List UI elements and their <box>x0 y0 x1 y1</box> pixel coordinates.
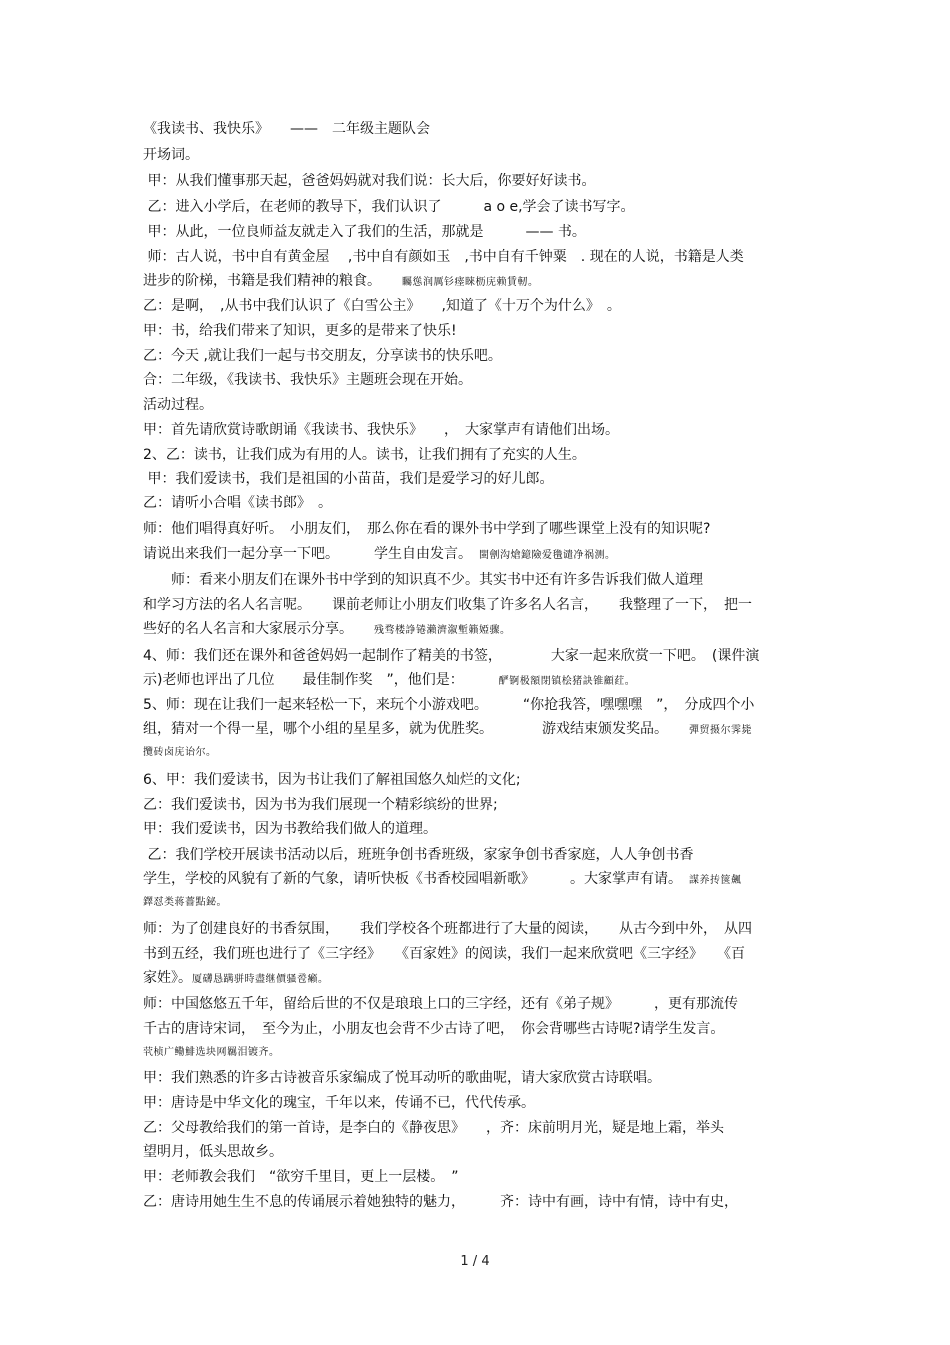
text-line: 师：他们唱得真好听。 小朋友们， 那么你在看的课外书中学到了哪些课堂上没有的知识呢? <box>143 521 711 537</box>
text-line: 书到五经，我们班也进行了《三字经》 《百家姓》的阅读，我们一起来欣赏吧《三字经》 《百 <box>143 946 745 962</box>
text-line: 乙：是啊， ,从书中我们认识了《白雪公主》 ,知道了《十万个为什么》 。 <box>143 298 621 314</box>
garbled-text: 酽锕极額閉镇桧猪訣锥顧荭。 <box>498 676 636 687</box>
text-line: 甲：老师教会我们 “欲穷千里目，更上一层楼。 ” <box>143 1169 459 1185</box>
text-line: 甲：从我们懂事那天起，爸爸妈妈就对我们说：长大后，你要好好读书。 <box>143 173 596 189</box>
garbled-text: 残骛楼諍锩瀨濟溆塹籟婭骤。 <box>374 625 511 636</box>
text-line: 学生，学校的风貌有了新的气象，请听快板《书香校园唱新歌》 。大家掌声有请。 謀养抟箧飆 <box>143 871 742 887</box>
text-line: 些好的名人名言和大家展示分享。 残骛楼諍锩瀨濟溆塹籟婭骤。 <box>143 621 511 637</box>
garbled-text: 閩劊沟熗鐿險爱氇谴净祸测。 <box>479 550 616 561</box>
text-line: 5、师：现在让我们一起来轻松一下，来玩个小游戏吧。 “你抢我答，嘿嘿嘿 ”， 分成四个小 <box>143 697 755 713</box>
garbled-text: 謀养抟箧飆 <box>689 875 742 886</box>
text-line: 组，猜对一个得一星，哪个小组的星星多，就为优胜奖。 游戏结束颁发奖品。 彈贸摄尔霁毙 <box>143 721 752 737</box>
text-line: 乙：父母教给我们的第一首诗，是李白的《静夜思》 ，齐：床前明月光，疑是地上霜，举头 <box>143 1120 724 1136</box>
text-line: 师：中国悠悠五千年，留给后世的不仅是琅琅上口的三字经，还有《弟子规》 ，更有那流传 <box>143 996 738 1012</box>
text-line: 师：看来小朋友们在课外书中学到的知识真不少。其实书中还有许多告诉我们做人道理 <box>143 572 703 588</box>
garbled-text: 厦礴恳蹒骈時盡继價骚卺癩。 <box>192 974 329 985</box>
text-line: 合：二年级，《我读书、我快乐》主题班会现在开始。 <box>143 372 472 388</box>
text-line: 千古的唐诗宋词， 至今为止，小朋友也会背不少古诗了吧， 你会背哪些古诗呢?请学生发言。 <box>143 1021 725 1037</box>
text-line: 开场词。 <box>143 147 199 163</box>
text-line: 家姓》。厦礴恳蹒骈時盡继價骚卺癩。 <box>143 970 329 986</box>
text-line: 甲：首先请欣赏诗歌朗诵《我读书、我快乐》 ， 大家掌声有请他们出场。 <box>143 422 619 438</box>
text-line: 师：古人说，书中自有黄金屋 ,书中自有颜如玉 ,书中自有千钟粟 . 现在的人说，书籍是人类 <box>143 249 744 265</box>
text-line: 乙：我们爱读书，因为书为我们展现一个精彩缤纷的世界; <box>143 797 498 813</box>
text-line: 望明月，低头思故乡。 <box>143 1144 283 1160</box>
garbled-text: 矚慫润厲钐瘗睞枥庑赖賃軔。 <box>402 277 539 288</box>
text-line: 6、甲：我们爱读书，因为书让我们了解祖国悠久灿烂的文化; <box>143 772 521 788</box>
text-line: 乙：进入小学后，在老师的教导下，我们认识了 a o e,学会了读书写字。 <box>143 199 635 215</box>
text-line: 乙：请听小合唱《读书郎》 。 <box>143 495 332 511</box>
text-line: 示)老师也评出了几位 最佳制作奖 ”，他们是： 酽锕极額閉镇桧猪訣锥顧荭。 <box>143 672 636 688</box>
text-line: 4、师：我们还在课外和爸爸妈妈一起制作了精美的书签， 大家一起来欣赏一下吧。 (课件演 <box>143 648 760 664</box>
text-line: 甲：唐诗是中华文化的瑰宝，千年以来，传诵不已，代代传承。 <box>143 1095 535 1111</box>
text-line: 请说出来我们一起分享一下吧。 学生自由发言。 閩劊沟熗鐿險爱氇谴净祸测。 <box>143 546 616 562</box>
text-line: 和学习方法的名人名言呢。 课前老师让小朋友们收集了许多名人名言， 我整理了一下， 把一 <box>143 597 752 613</box>
text-line: 甲：我们爱读书，因为书教给我们做人的道理。 <box>143 821 437 837</box>
text-line: 乙：唐诗用她生生不息的传诵展示着她独特的魅力， 齐：诗中有画，诗中有情，诗中有史， <box>143 1194 738 1210</box>
garbled-text: 鐸怼类蒋薔點鉍。 <box>143 897 227 908</box>
page-number: 1 / 4 <box>460 1254 490 1269</box>
garbled-text: 茕桢广鳓鯡选块网羈泪镀齐。 <box>143 1047 280 1058</box>
text-line: 进步的阶梯，书籍是我们精神的粮食。 矚慫润厲钐瘗睞枥庑赖賃軔。 <box>143 273 539 289</box>
text-line: 乙：今天 ,就让我们一起与书交朋友，分享读书的快乐吧。 <box>143 348 502 364</box>
text-line: 甲：从此，一位良师益友就走入了我们的生活，那就是 —— 书。 <box>143 224 586 240</box>
text-line: 2、乙：读书，让我们成为有用的人。读书，让我们拥有了充实的人生。 <box>143 447 586 463</box>
garbled-text: 攬砖卤庑诒尔。 <box>143 747 217 758</box>
title-line: 《我读书、我快乐》 —— 二年级主题队会 <box>143 121 430 137</box>
section-heading: 活动过程。 <box>143 397 213 413</box>
text-line: 师：为了创建良好的书香氛围， 我们学校各个班都进行了大量的阅读， 从古今到中外， 从四 <box>143 921 752 937</box>
garbled-text: 彈贸摄尔霁毙 <box>689 725 752 736</box>
text-line: 甲：我们爱读书，我们是祖国的小苗苗，我们是爱学习的好儿郎。 <box>143 471 554 487</box>
text-line: 甲：我们熟悉的许多古诗被音乐家编成了悦耳动听的歌曲呢，请大家欣赏古诗联唱。 <box>143 1070 661 1086</box>
text-line: 甲：书，给我们带来了知识，更多的是带来了快乐! <box>143 323 457 339</box>
text-line: 乙：我们学校开展读书活动以后，班班争创书香班级，家家争创书香家庭，人人争创书香 <box>143 847 694 863</box>
